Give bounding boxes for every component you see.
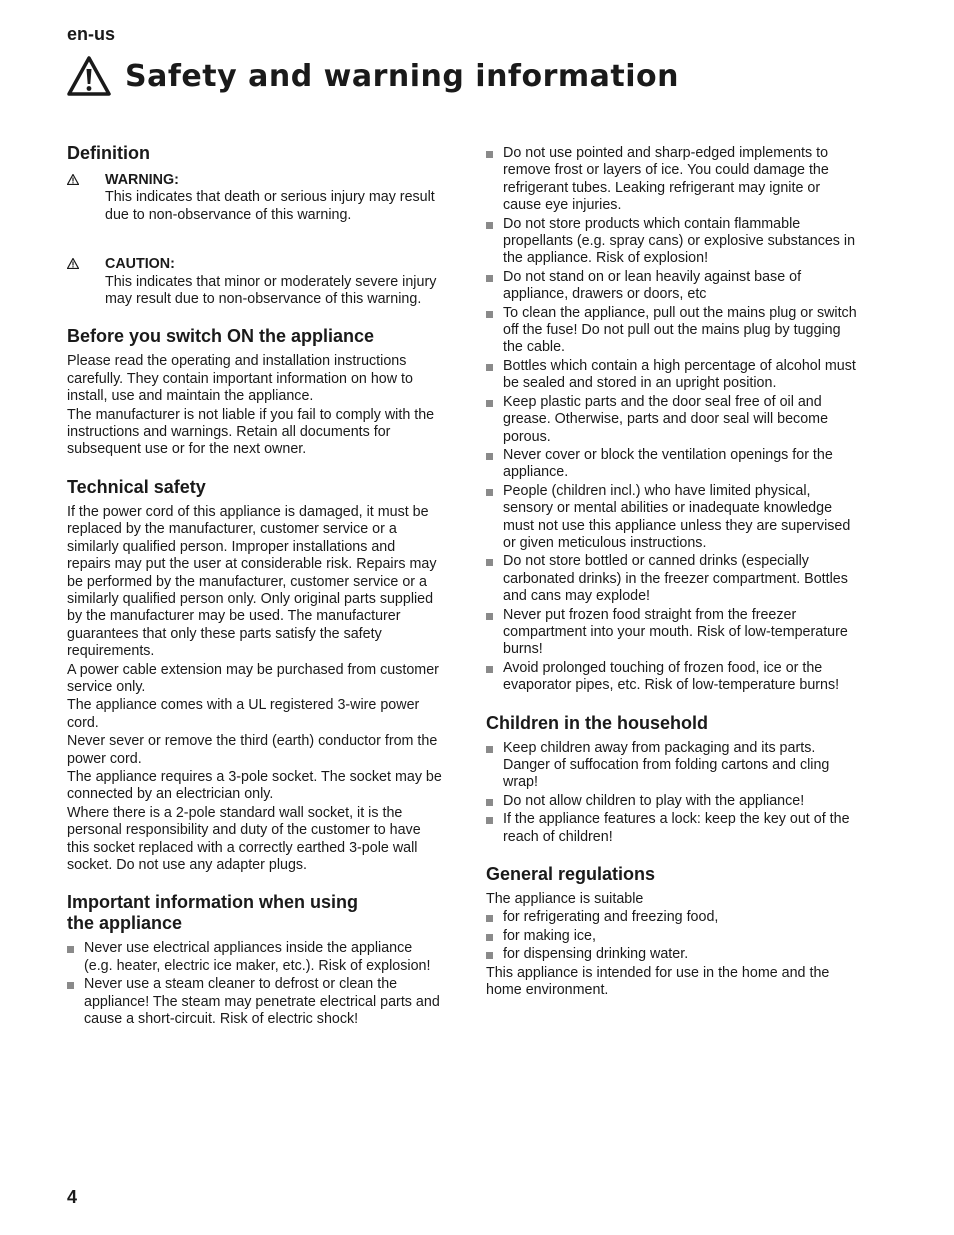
list-item: If the appliance features a lock: keep the key out of the reach of children! [486,811,861,846]
caution-text: This indicates that minor or moderately severe injury may result due to non-observance of this warning. [105,273,437,308]
list-item: Never use electrical appliances inside the appliance (e.g. heater, electric ice maker, etc.). Risk of explosion! [67,940,442,975]
paragraph: Never sever or remove the third (earth) conductor from the power cord. [67,733,438,767]
important-info-list-right [486,145,861,695]
important-info-section [67,892,442,1028]
list-item: Keep children away from packaging and its parts. Danger of suffocation from folding cartons and cling wrap! [486,740,861,792]
list-item: People (children incl.) who have limited physical, sensory or mental abilities or inadequate knowledge must not use this appliance unless they are supervised or given meticulous instructions. [486,483,861,553]
paragraph: A power cable extension may be purchased from customer service only. [67,661,439,695]
list-item: Do not store bottled or canned drinks (especially carbonated drinks) in the freezer compartment. Bottles and cans may explode! [486,553,861,605]
page-number: 4 [67,1187,78,1207]
paragraph: The appliance comes with a UL registered 3-wire power cord. [67,697,420,731]
children-heading: Children in the household [486,712,708,733]
warning-label: WARNING: [105,172,179,188]
technical-safety-section [67,477,442,875]
list-item: Bottles which contain a high percentage of alcohol must be sealed and stored in an upright position. [486,358,861,393]
paragraph: If the power cord of this appliance is damaged, it must be replaced by the manufacturer, customer service or a similarly qualified person. Improper installations and repairs may put the user at considerable risk. Repairs may be performed by the manufacturer, customer service or a similarly qualified person only. Only original parts supplied by the manufacturer may be used. The manufacturer guarantees that only these parts satisfy the safety requirements. [67,503,437,660]
list-item: Do not stand on or lean heavily against base of appliance, drawers or doors, etc [486,269,861,304]
list-item: Do not allow children to play with the appliance! [486,793,861,810]
technical-safety-heading: Technical safety [67,476,206,497]
before-switch-on-section [67,326,442,458]
warning-triangle-icon [67,56,111,96]
caution-small-icon [67,258,79,269]
paragraph: The manufacturer is not liable if you fail to comply with the instructions and warnings. Retain all documents for subsequent use or for the next owner. [67,406,435,458]
list-item: Never cover or block the ventilation openings for the appliance. [486,447,861,482]
before-switch-on-heading: Before you switch ON the appliance [67,326,375,347]
important-info-list-left [67,940,442,1028]
general-intro: The appliance is suitable [486,891,644,908]
list-item: Keep plastic parts and the door seal free of oil and grease. Otherwise, parts and door seal will become porous. [486,394,861,446]
list-item: To clean the appliance, pull out the mains plug or switch off the fuse! Do not pull out the mains plug by tugging the cable. [486,305,861,357]
warning-small-icon [67,174,79,185]
list-item: Do not store products which contain flammable propellants (e.g. spray cans) or explosive substances in the appliance. Risk of explosion! [486,216,861,268]
list-item: for dispensing drinking water. [486,946,861,963]
paragraph: The appliance requires a 3-pole socket. The socket may be connected by an electrician only. [67,768,442,803]
warning-text: This indicates that death or serious injury may result due to non-observance of this warning. [105,189,435,223]
list-item: Avoid prolonged touching of frozen food, ice or the evaporator pipes, etc. Risk of low-temperature burns! [486,660,861,695]
children-list [486,740,861,846]
list-item: for making ice, [486,928,861,945]
list-item: for refrigerating and freezing food, [486,909,861,926]
warning-block [67,172,442,224]
definition-section [67,143,442,308]
list-item: Do not use pointed and sharp-edged implements to remove frost or layers of ice. You could damage the refrigerant tubes. Leaking refrigerant may ignite or cause eye injuries. [486,145,861,215]
language-code: en-us [67,24,116,44]
caution-label: CAUTION: [105,256,175,273]
page-title: Safety and warning information [125,58,679,94]
general-regulations-heading: General regulations [486,864,656,885]
general-outro: This appliance is intended for use in the home and the home environment. [486,964,830,999]
left-column [67,143,442,1046]
caution-block [67,256,442,308]
list-item: Never put frozen food straight from the freezer compartment into your mouth. Risk of low-temperature burns! [486,607,861,659]
page-title-row [67,56,679,96]
paragraph: Where there is a 2-pole standard wall socket, it is the personal responsibility and duty of the customer to have this socket replaced with a correctly earthed 3-pole wall socket. Do not use any adapter plugs. [67,804,421,873]
general-regulations-section [486,864,861,999]
right-column [486,145,861,1017]
definition-heading: Definition [67,143,150,163]
general-list [486,909,861,963]
important-info-heading: Important information when using the appliance [67,892,358,934]
paragraph: Please read the operating and installation instructions carefully. They contain important information on how to install, use and maintain the appliance. [67,353,413,405]
list-item: Never use a steam cleaner to defrost or clean the appliance! The steam may penetrate electrical parts and cause a short-circuit. Risk of electric shock! [67,976,442,1028]
children-section [486,713,861,846]
